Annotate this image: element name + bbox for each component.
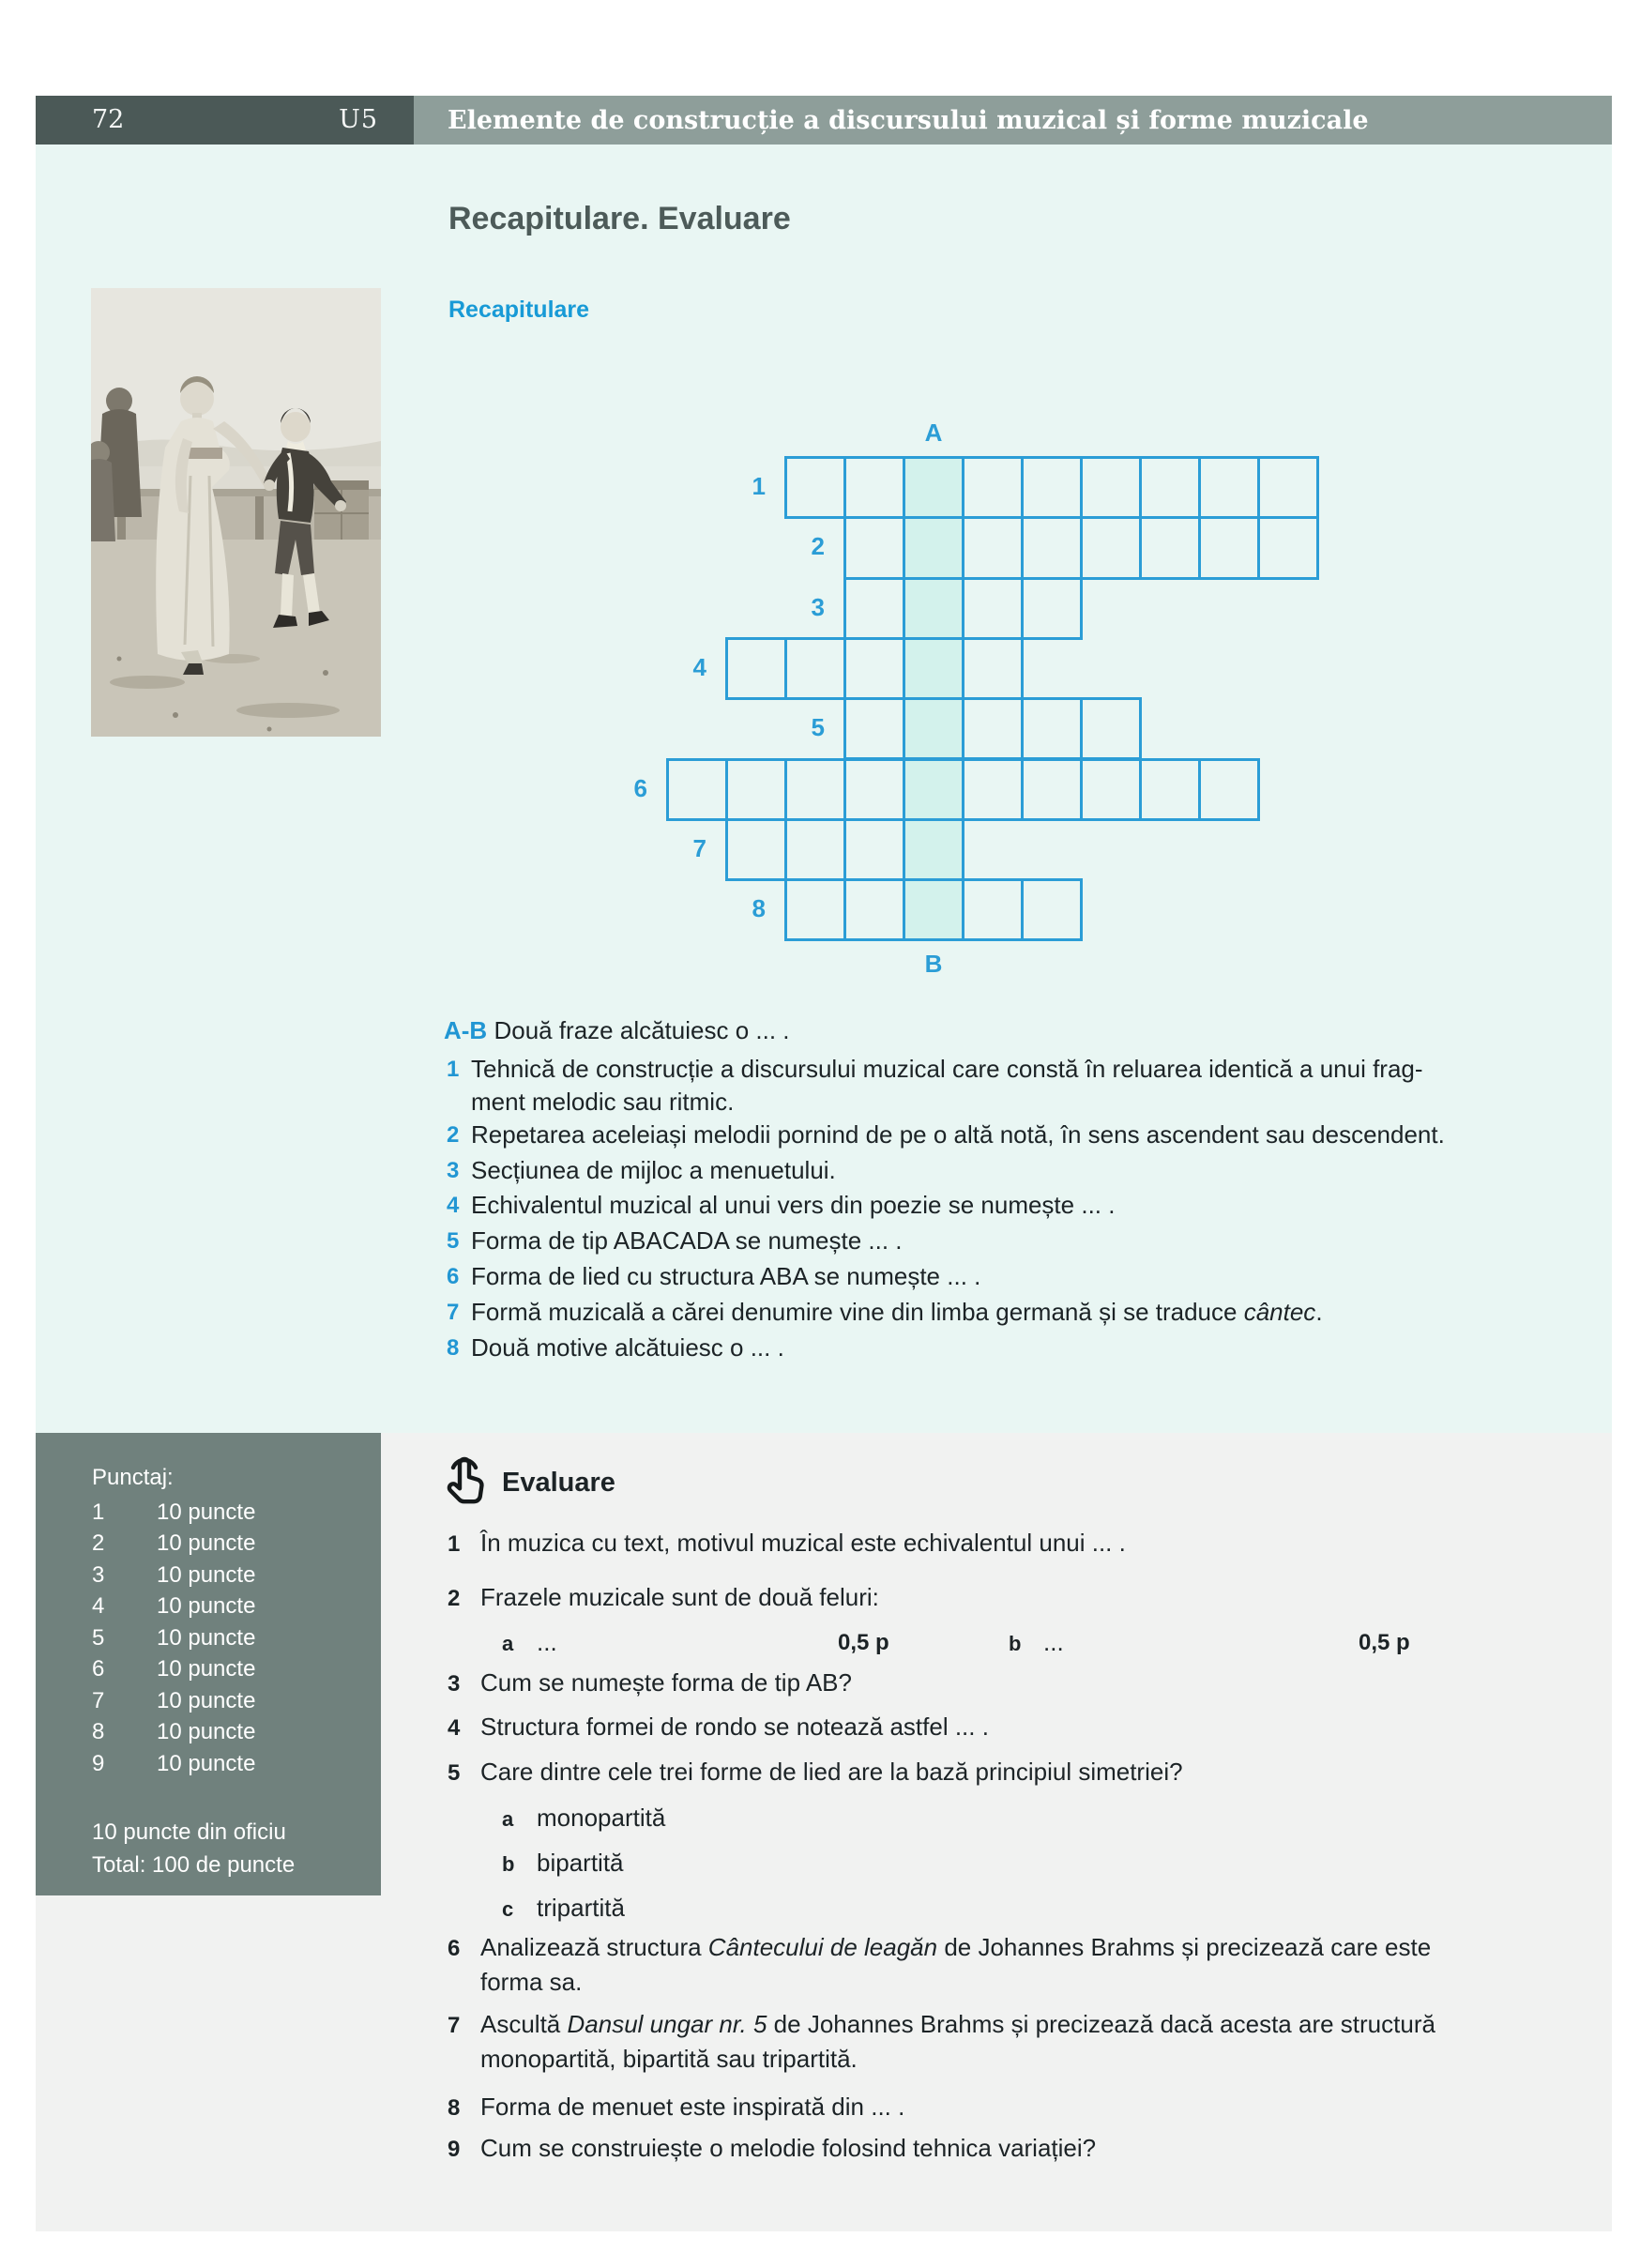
clue-ab-marker: A-B [444, 1016, 488, 1044]
score-heading: Punctaj: [92, 1465, 174, 1490]
score-item-num: 2 [92, 1530, 105, 1556]
score-item-num: 8 [92, 1719, 105, 1744]
question-text: monopartită, bipartită sau tripartită. [480, 2045, 858, 2073]
crossword-cell [725, 758, 787, 821]
crossword-cell [1080, 456, 1142, 519]
option-text: monopartită [537, 1804, 666, 1832]
crossword-cell [962, 878, 1024, 941]
score-item-pts: 10 puncte [157, 1562, 256, 1588]
score-item-num: 7 [92, 1688, 105, 1713]
score-item-pts: 10 puncte [157, 1656, 256, 1682]
question-number: 2 [448, 1586, 461, 1611]
clue-text: Echivalentul muzical al unui vers din poezie se numește ... . [471, 1191, 1116, 1219]
question-text: Ascultă Dansul ungar nr. 5 de Johannes Brahms și precizează dacă acesta are structură [480, 2010, 1435, 2038]
crossword-row-number: 7 [692, 833, 706, 862]
clue-text: Secțiunea de mijloc a menuetului. [471, 1156, 836, 1184]
question-text: Cum se numește forma de tip AB? [480, 1668, 852, 1697]
clue-text: Forma de lied cu structura ABA se numește ... . [471, 1262, 981, 1290]
crossword-row-number: 4 [692, 652, 706, 681]
crossword-cell-highlighted [903, 516, 964, 579]
score-item-pts: 10 puncte [157, 1751, 256, 1776]
crossword-cell-highlighted [903, 637, 964, 700]
clue-number: 3 [447, 1158, 460, 1183]
option-letter: c [502, 1897, 514, 1921]
score-item-pts: 10 puncte [157, 1688, 256, 1713]
question-number: 3 [448, 1671, 461, 1697]
option-text: bipartită [537, 1849, 624, 1877]
question-number: 8 [448, 2095, 461, 2121]
crossword-cell [843, 577, 905, 640]
clue-text: Forma de tip ABACADA se numește ... . [471, 1226, 903, 1255]
crossword-cell-highlighted [903, 818, 964, 881]
score-item-pts: 10 puncte [157, 1499, 256, 1525]
crossword-cell [843, 516, 905, 579]
crossword-cell [784, 456, 846, 519]
option-points: 0,5 p [838, 1630, 889, 1655]
score-total: Total: 100 de puncte [92, 1852, 296, 1878]
crossword-cell [725, 637, 787, 700]
crossword-cell [1198, 516, 1260, 579]
crossword-cell [843, 456, 905, 519]
crossword-row-number: 2 [811, 532, 825, 561]
score-item-num: 4 [92, 1593, 105, 1619]
crossword-cell [784, 758, 846, 821]
crossword-cell [784, 878, 846, 941]
question-number: 7 [448, 2013, 461, 2038]
question-text: Frazele muzicale sunt de două feluri: [480, 1583, 879, 1611]
question-text: Structura formei de rondo se notează astfel ... . [480, 1712, 989, 1741]
crossword-cell [1021, 697, 1083, 760]
crossword-row-number: 8 [752, 894, 766, 923]
header-chapter-bar [414, 96, 1612, 145]
crossword-cell [1080, 758, 1142, 821]
score-item-pts: 10 puncte [157, 1530, 256, 1556]
children-dancing-image [91, 288, 381, 737]
crossword-cell [1198, 758, 1260, 821]
clue-number: 4 [447, 1193, 460, 1218]
crossword-cell [843, 697, 905, 760]
crossword-cell [725, 818, 787, 881]
score-panel [36, 1433, 381, 1895]
crossword-cell [843, 878, 905, 941]
crossword-cell [962, 637, 1024, 700]
question-text: Care dintre cele trei forme de lied are la bază principiul simetriei? [480, 1758, 1183, 1786]
crossword-cell [1021, 878, 1083, 941]
crossword-cell-highlighted [903, 456, 964, 519]
question-text: Forma de menuet este inspirată din ... . [480, 2093, 905, 2121]
score-item-num: 5 [92, 1625, 105, 1651]
clue-number: 6 [447, 1264, 460, 1289]
option-letter: b [502, 1852, 515, 1876]
clue-text: ment melodic sau ritmic. [471, 1088, 735, 1116]
crossword-cell [962, 758, 1024, 821]
score-item-pts: 10 puncte [157, 1593, 256, 1619]
clue-number: 1 [447, 1057, 460, 1082]
clue-text: Tehnică de construcție a discursului muzical care constă în reluarea identică a unui frag- [471, 1055, 1423, 1083]
score-item-pts: 10 puncte [157, 1719, 256, 1744]
crossword-cell-highlighted [903, 758, 964, 821]
crossword-cell [666, 758, 728, 821]
question-number: 6 [448, 1936, 461, 1961]
crossword-cell [1021, 456, 1083, 519]
crossword-cell [962, 697, 1024, 760]
question-text: Analizează structura Cântecului de leagăn de Johannes Brahms și precizează care este [480, 1933, 1432, 1961]
question-text: În muzica cu text, motivul muzical este echivalentul unui ... . [480, 1529, 1126, 1557]
crossword-cell [1198, 456, 1260, 519]
recapitulare-heading: Recapitulare [448, 297, 590, 323]
crossword-cell [1257, 456, 1319, 519]
crossword-cell [843, 637, 905, 700]
clue-number: 5 [447, 1228, 460, 1254]
crossword-cell-highlighted [903, 577, 964, 640]
score-item-num: 9 [92, 1751, 105, 1776]
option-text: ... [1043, 1628, 1064, 1656]
crossword-label-b: B [924, 950, 943, 979]
crossword-cell [784, 818, 846, 881]
crossword-cell [1139, 456, 1201, 519]
crossword-cell [1021, 577, 1083, 640]
option-letter: a [502, 1807, 514, 1831]
clue-text: Două motive alcătuiesc o ... . [471, 1333, 784, 1362]
question-number: 9 [448, 2137, 461, 2162]
crossword-cell [962, 516, 1024, 579]
score-item-num: 3 [92, 1562, 105, 1588]
score-item-num: 6 [92, 1656, 105, 1682]
crossword-row-number: 1 [752, 472, 766, 500]
question-number: 4 [448, 1715, 461, 1741]
clue-ab: A-B Două fraze alcătuiesc o ... . [444, 1016, 790, 1044]
clue-text: Repetarea aceleiași melodii pornind de pe o altă notă, în sens ascendent sau descendent. [471, 1120, 1445, 1149]
score-bonus: 10 puncte din oficiu [92, 1819, 286, 1845]
clue-number: 8 [447, 1335, 460, 1361]
crossword-cell [962, 456, 1024, 519]
crossword-cell [784, 637, 846, 700]
crossword-cell [1021, 516, 1083, 579]
page-number: 72 [92, 105, 125, 134]
option-letter: b [1009, 1632, 1022, 1655]
page-title: Recapitulare. Evaluare [448, 201, 791, 236]
chapter-title: Elemente de construcție a discursului muzical și forme muzicale [448, 106, 1369, 135]
crossword-cell [962, 577, 1024, 640]
crossword-cell [1021, 758, 1083, 821]
unit-label: U5 [339, 105, 378, 134]
crossword-row-number: 6 [633, 773, 647, 802]
option-points: 0,5 p [1359, 1630, 1410, 1655]
question-text: Cum se construiește o melodie folosind tehnica variației? [480, 2134, 1097, 2162]
clue-number: 7 [447, 1300, 460, 1325]
crossword-cell [843, 818, 905, 881]
crossword-cell [843, 758, 905, 821]
crossword-cell [1257, 516, 1319, 579]
question-text: forma sa. [480, 1968, 583, 1996]
option-text: ... [537, 1628, 557, 1656]
clue-number: 2 [447, 1122, 460, 1148]
option-letter: a [502, 1632, 514, 1655]
score-item-pts: 10 puncte [157, 1625, 256, 1651]
question-number: 5 [448, 1760, 461, 1786]
crossword-row-number: 5 [811, 713, 825, 742]
clue-text: Formă muzicală a cărei denumire vine din limba germană și se traduce cântec. [471, 1298, 1323, 1326]
crossword-label-a: A [924, 419, 943, 447]
crossword-cell [1139, 758, 1201, 821]
crossword-row-number: 3 [811, 592, 825, 621]
tap-hand-icon [445, 1450, 492, 1504]
score-item-num: 1 [92, 1499, 105, 1525]
crossword-cell [1080, 697, 1142, 760]
crossword-cell [1080, 516, 1142, 579]
option-text: tripartită [537, 1894, 625, 1922]
crossword-cell-highlighted [903, 697, 964, 760]
header-page-box [36, 96, 414, 145]
evaluare-heading: Evaluare [502, 1468, 615, 1498]
question-number: 1 [448, 1531, 461, 1557]
crossword-cell-highlighted [903, 878, 964, 941]
crossword-cell [1139, 516, 1201, 579]
